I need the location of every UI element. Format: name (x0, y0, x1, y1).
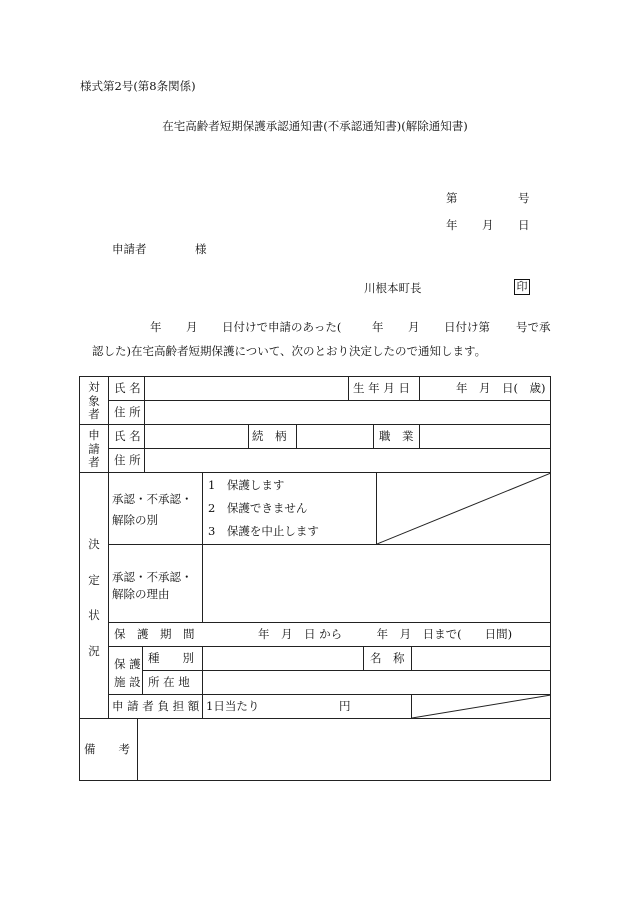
facility-label-1: 保 護 (114, 657, 141, 671)
issue-day: 日 (518, 218, 530, 232)
issue-year: 年 (446, 218, 458, 232)
addressee-honorific: 様 (195, 242, 207, 256)
number-suffix: 号 (518, 191, 530, 205)
addressee-label: 申請者 (112, 242, 147, 256)
period-label: 保 護 期 間 (114, 627, 195, 641)
facility-name-label: 名 称 (370, 651, 405, 665)
body-month-2: 月 (408, 320, 420, 334)
body-year: 年 (150, 320, 162, 334)
decision-type-label-2: 解除の別 (112, 513, 158, 527)
diagonal-strike-decision (377, 473, 551, 544)
body-line-end: 号で承 (516, 320, 551, 334)
applicant-occupation-label: 職 業 (379, 429, 414, 443)
form-number: 様式第2号(第8条関係) (80, 79, 196, 93)
target-birthdate-value: 年 月 日( 歳) (456, 381, 546, 395)
body-year-2: 年 (372, 320, 384, 334)
notification-table (79, 376, 551, 781)
body-month: 月 (186, 320, 198, 334)
target-address-label: 住 所 (114, 405, 141, 419)
burden-unit-suffix: 円 (339, 699, 351, 713)
target-name-label: 氏 名 (114, 381, 141, 395)
body-day-text-2: 日付け第 (444, 320, 490, 334)
burden-label: 申 請 者 負 担 額 (112, 699, 200, 713)
applicant-group-label: 申 請 者 (88, 428, 100, 469)
target-group-label: 対 象 者 (88, 380, 100, 421)
decision-group-label: 決 定 状 況 (88, 537, 100, 658)
burden-unit-prefix: 1日当たり (206, 699, 260, 713)
decision-reason-label-1: 承認・不承認・ (112, 570, 193, 584)
body-day-text: 日付けで申請のあった( (222, 320, 342, 334)
number-prefix: 第 (446, 191, 458, 205)
document-title: 在宅高齢者短期保護承認通知書(不承認通知書)(解除通知書) (162, 119, 468, 133)
applicant-name-label: 氏 名 (114, 429, 141, 443)
facility-location-label: 所 在 地 (148, 675, 190, 689)
issue-month: 月 (482, 218, 494, 232)
seal-mark: 印 (514, 279, 530, 295)
facility-label-2: 施 設 (114, 675, 141, 689)
target-birthdate-label: 生 年 月 日 (353, 381, 410, 395)
facility-kind-label: 種 別 (148, 651, 194, 665)
diagonal-strike-burden (412, 695, 551, 718)
decision-option-reject: 2 保護できません (208, 501, 308, 515)
decision-option-approve: 1 保護します (208, 478, 285, 492)
period-value: 年 月 日 から 年 月 日まで( 日間) (258, 627, 513, 641)
issuer-title: 川根本町長 (364, 281, 422, 295)
decision-reason-label-2: 解除の理由 (112, 587, 170, 601)
applicant-address-label: 住 所 (114, 453, 141, 467)
applicant-relation-label: 続 柄 (252, 429, 287, 443)
body-line-2: 認した)在宅高齢者短期保護について、次のとおり決定したので通知します。 (92, 344, 487, 358)
remarks-label: 備 考 (84, 742, 130, 756)
decision-option-cancel: 3 保護を中止します (208, 524, 319, 538)
decision-type-label-1: 承認・不承認・ (112, 492, 193, 506)
